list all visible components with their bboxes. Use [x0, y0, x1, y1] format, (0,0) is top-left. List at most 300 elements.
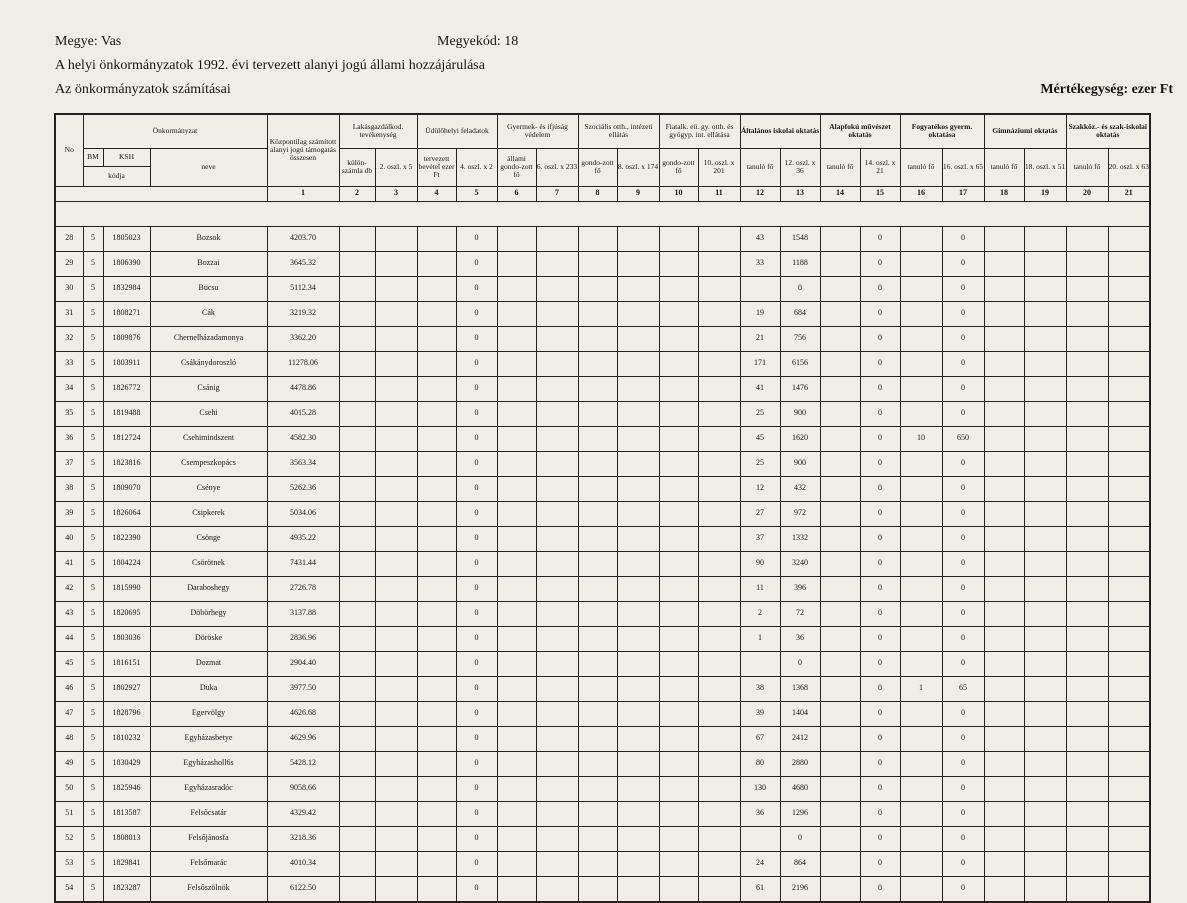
cell-c16	[900, 301, 942, 326]
cell-c15: 0	[860, 276, 900, 301]
cell-c5: 0	[456, 526, 497, 551]
cell-c18	[984, 376, 1024, 401]
cell-c7	[536, 226, 578, 251]
cell-c9	[617, 226, 659, 251]
col-gyermek-a-header: állami gondo-zott fő	[497, 148, 536, 186]
table-row	[55, 876, 1150, 902]
cell-c21	[1108, 826, 1150, 851]
cell-c14	[820, 276, 860, 301]
cell-c20	[1066, 601, 1108, 626]
cell-ksh: 1810232	[103, 726, 150, 751]
cell-c13: 2196	[780, 876, 820, 902]
cell-c16	[900, 751, 942, 776]
cell-ksh: 1819488	[103, 401, 150, 426]
cell-c11	[698, 426, 740, 451]
cell-c13: 972	[780, 501, 820, 526]
cell-c16	[900, 451, 942, 476]
cell-c8	[578, 726, 617, 751]
cell-c21	[1108, 801, 1150, 826]
cell-c5: 0	[456, 851, 497, 876]
cell-c11	[698, 351, 740, 376]
cell-c14	[820, 651, 860, 676]
colnum: 5	[456, 186, 497, 201]
cell-c6	[497, 301, 536, 326]
table-row	[55, 476, 1150, 501]
cell-c18	[984, 801, 1024, 826]
cell-c10	[659, 751, 698, 776]
cell-c4	[417, 276, 456, 301]
cell-bm: 5	[83, 576, 103, 601]
cell-total: 7431.44	[267, 551, 339, 576]
cell-c18	[984, 501, 1024, 526]
cell-c12	[740, 826, 780, 851]
cell-c6	[497, 501, 536, 526]
table-row	[55, 651, 1150, 676]
cell-c10	[659, 226, 698, 251]
cell-c19	[1024, 726, 1066, 751]
cell-c16	[900, 576, 942, 601]
cell-c4	[417, 651, 456, 676]
cell-c10	[659, 851, 698, 876]
cell-c5: 0	[456, 626, 497, 651]
cell-no: 37	[55, 451, 83, 476]
cell-c20	[1066, 651, 1108, 676]
cell-name: Csehimindszent	[150, 426, 267, 451]
cell-c10	[659, 551, 698, 576]
cell-c14	[820, 401, 860, 426]
cell-total: 5262.36	[267, 476, 339, 501]
cell-c10	[659, 676, 698, 701]
col-onkormanyzat-header: Önkormányzat	[83, 114, 267, 148]
cell-c20	[1066, 851, 1108, 876]
colnum: 20	[1066, 186, 1108, 201]
cell-c10	[659, 451, 698, 476]
cell-c7	[536, 701, 578, 726]
cell-c14	[820, 576, 860, 601]
cell-c3	[375, 226, 417, 251]
cell-ksh: 1806390	[103, 251, 150, 276]
cell-c17: 0	[942, 526, 984, 551]
cell-c2	[339, 276, 375, 301]
cell-c5: 0	[456, 251, 497, 276]
cell-c16: 1	[900, 676, 942, 701]
cell-c11	[698, 376, 740, 401]
cell-ksh: 1823816	[103, 451, 150, 476]
cell-c18	[984, 626, 1024, 651]
cell-c10	[659, 276, 698, 301]
cell-name: Csempeszkopács	[150, 451, 267, 476]
cell-c8	[578, 301, 617, 326]
cell-c13: 6156	[780, 351, 820, 376]
col-fiatalk-header: Fiatalk. eü. gy. otth. és gyógyp. int. ellátása	[659, 114, 740, 148]
cell-c9	[617, 726, 659, 751]
cell-c8	[578, 676, 617, 701]
cell-total: 4015.28	[267, 401, 339, 426]
cell-no: 38	[55, 476, 83, 501]
cell-total: 4478.86	[267, 376, 339, 401]
cell-c20	[1066, 751, 1108, 776]
col-ksh-header: KSH	[103, 148, 150, 166]
cell-c12: 80	[740, 751, 780, 776]
cell-c2	[339, 576, 375, 601]
cell-bm: 5	[83, 776, 103, 801]
cell-c21	[1108, 501, 1150, 526]
cell-c16	[900, 376, 942, 401]
cell-c19	[1024, 276, 1066, 301]
cell-c16	[900, 251, 942, 276]
cell-name: Egervölgy	[150, 701, 267, 726]
cell-c14	[820, 326, 860, 351]
cell-c3	[375, 501, 417, 526]
cell-c11	[698, 751, 740, 776]
cell-c2	[339, 426, 375, 451]
cell-c5: 0	[456, 351, 497, 376]
cell-c14	[820, 376, 860, 401]
column-number-row	[55, 186, 1150, 201]
cell-c16	[900, 226, 942, 251]
cell-c10	[659, 351, 698, 376]
cell-name: Felsőszölnök	[150, 876, 267, 902]
table-body	[55, 201, 1150, 902]
cell-c7	[536, 826, 578, 851]
cell-c15: 0	[860, 326, 900, 351]
cell-c20	[1066, 476, 1108, 501]
cell-c2	[339, 876, 375, 902]
cell-c11	[698, 676, 740, 701]
col-altalanos-header: Általános iskolai oktatás	[740, 114, 820, 148]
cell-c18	[984, 676, 1024, 701]
cell-ksh: 1805023	[103, 226, 150, 251]
cell-c18	[984, 751, 1024, 776]
table-row	[55, 526, 1150, 551]
cell-c3	[375, 401, 417, 426]
cell-c19	[1024, 551, 1066, 576]
cell-c15: 0	[860, 351, 900, 376]
cell-c6	[497, 651, 536, 676]
cell-c13: 1188	[780, 251, 820, 276]
colnum: 10	[659, 186, 698, 201]
cell-c7	[536, 651, 578, 676]
cell-c20	[1066, 576, 1108, 601]
cell-c14	[820, 601, 860, 626]
cell-c3	[375, 776, 417, 801]
cell-c8	[578, 476, 617, 501]
cell-c11	[698, 876, 740, 902]
cell-c17: 0	[942, 226, 984, 251]
cell-c20	[1066, 351, 1108, 376]
cell-c3	[375, 451, 417, 476]
cell-c4	[417, 826, 456, 851]
col-szocialis-header: Szociális otth., intézeti ellátás	[578, 114, 659, 148]
cell-c2	[339, 226, 375, 251]
cell-no: 42	[55, 576, 83, 601]
col-altalanos-b-header: 12. oszl. x 36	[780, 148, 820, 186]
cell-c2	[339, 826, 375, 851]
cell-bm: 5	[83, 426, 103, 451]
cell-ksh: 1826772	[103, 376, 150, 401]
cell-ksh: 1812724	[103, 426, 150, 451]
cell-c14	[820, 776, 860, 801]
colnum: 8	[578, 186, 617, 201]
cell-c9	[617, 376, 659, 401]
colnum: 7	[536, 186, 578, 201]
cell-c7	[536, 751, 578, 776]
cell-c9	[617, 501, 659, 526]
col-fogyatekos-b-header: 16. oszl. x 65	[942, 148, 984, 186]
cell-c3	[375, 801, 417, 826]
cell-c6	[497, 376, 536, 401]
cell-c8	[578, 501, 617, 526]
cell-c17: 0	[942, 726, 984, 751]
cell-c15: 0	[860, 651, 900, 676]
cell-c16	[900, 801, 942, 826]
cell-c14	[820, 451, 860, 476]
cell-total: 2726.78	[267, 576, 339, 601]
cell-ksh: 1825946	[103, 776, 150, 801]
cell-c20	[1066, 376, 1108, 401]
cell-c6	[497, 576, 536, 601]
cell-c7	[536, 426, 578, 451]
cell-name: Felsőmarác	[150, 851, 267, 876]
cell-c20	[1066, 626, 1108, 651]
table-row	[55, 351, 1150, 376]
cell-ksh: 1808271	[103, 301, 150, 326]
cell-c11	[698, 326, 740, 351]
cell-c10	[659, 301, 698, 326]
cell-c13: 900	[780, 451, 820, 476]
cell-c2	[339, 726, 375, 751]
cell-c18	[984, 726, 1024, 751]
cell-c6	[497, 451, 536, 476]
cell-c16	[900, 351, 942, 376]
cell-c3	[375, 551, 417, 576]
cell-bm: 5	[83, 351, 103, 376]
cell-c7	[536, 626, 578, 651]
cell-c21	[1108, 251, 1150, 276]
cell-c14	[820, 851, 860, 876]
cell-total: 3645.32	[267, 251, 339, 276]
cell-c9	[617, 801, 659, 826]
colnum: 9	[617, 186, 659, 201]
cell-c7	[536, 851, 578, 876]
cell-c16	[900, 476, 942, 501]
cell-c19	[1024, 501, 1066, 526]
cell-c2	[339, 501, 375, 526]
cell-c13: 1476	[780, 376, 820, 401]
cell-c2	[339, 251, 375, 276]
cell-c21	[1108, 726, 1150, 751]
cell-name: Csákánydoroszló	[150, 351, 267, 376]
cell-c16	[900, 501, 942, 526]
cell-c10	[659, 501, 698, 526]
cell-c20	[1066, 526, 1108, 551]
cell-c2	[339, 751, 375, 776]
cell-c19	[1024, 626, 1066, 651]
cell-c12: 25	[740, 451, 780, 476]
cell-c7	[536, 876, 578, 902]
cell-c13: 756	[780, 326, 820, 351]
cell-c8	[578, 626, 617, 651]
cell-c4	[417, 701, 456, 726]
cell-no: 31	[55, 301, 83, 326]
cell-c15: 0	[860, 626, 900, 651]
cell-c13: 72	[780, 601, 820, 626]
cell-no: 43	[55, 601, 83, 626]
cell-c9	[617, 876, 659, 902]
cell-c16	[900, 776, 942, 801]
cell-c11	[698, 501, 740, 526]
cell-c3	[375, 851, 417, 876]
cell-name: Daraboshegy	[150, 576, 267, 601]
cell-c20	[1066, 251, 1108, 276]
cell-c6	[497, 251, 536, 276]
cell-c3	[375, 251, 417, 276]
cell-c6	[497, 726, 536, 751]
cell-c18	[984, 826, 1024, 851]
cell-c7	[536, 801, 578, 826]
cell-c19	[1024, 376, 1066, 401]
cell-c15: 0	[860, 826, 900, 851]
cell-c10	[659, 701, 698, 726]
cell-total: 3219.32	[267, 301, 339, 326]
cell-c2	[339, 451, 375, 476]
cell-ksh: 1803911	[103, 351, 150, 376]
cell-c7	[536, 351, 578, 376]
cell-c3	[375, 676, 417, 701]
cell-bm: 5	[83, 501, 103, 526]
cell-c5: 0	[456, 701, 497, 726]
cell-c7	[536, 526, 578, 551]
cell-c4	[417, 776, 456, 801]
cell-c9	[617, 651, 659, 676]
col-gimnaziumi-b-header: 18. oszl. x 51	[1024, 148, 1066, 186]
cell-c12: 21	[740, 326, 780, 351]
cell-c8	[578, 851, 617, 876]
cell-c13: 1548	[780, 226, 820, 251]
cell-c10	[659, 526, 698, 551]
cell-c4	[417, 476, 456, 501]
cell-c20	[1066, 701, 1108, 726]
cell-c13: 1368	[780, 676, 820, 701]
cell-c7	[536, 501, 578, 526]
cell-c8	[578, 601, 617, 626]
cell-c18	[984, 851, 1024, 876]
cell-c21	[1108, 426, 1150, 451]
cell-c17: 0	[942, 876, 984, 902]
table-row	[55, 826, 1150, 851]
cell-ksh: 1828796	[103, 701, 150, 726]
cell-c19	[1024, 826, 1066, 851]
cell-c20	[1066, 776, 1108, 801]
cell-name: Csönge	[150, 526, 267, 551]
cell-c3	[375, 651, 417, 676]
col-kozpontilag-header: Központilag számított alanyi jogú támogatás összesen	[267, 114, 339, 186]
cell-c7	[536, 401, 578, 426]
cell-c17: 0	[942, 376, 984, 401]
col-alapfoku-b-header: 14. oszl. x 21	[860, 148, 900, 186]
cell-c9	[617, 601, 659, 626]
cell-c5: 0	[456, 276, 497, 301]
cell-c14	[820, 551, 860, 576]
colnum: 16	[900, 186, 942, 201]
table-row	[55, 276, 1150, 301]
cell-c15: 0	[860, 726, 900, 751]
cell-c9	[617, 676, 659, 701]
cell-name: Csénye	[150, 476, 267, 501]
cell-c14	[820, 501, 860, 526]
cell-c11	[698, 801, 740, 826]
cell-c12: 19	[740, 301, 780, 326]
cell-total: 3362.20	[267, 326, 339, 351]
cell-c20	[1066, 326, 1108, 351]
col-szocialis-b-header: 8. oszl. x 174	[617, 148, 659, 186]
cell-c20	[1066, 301, 1108, 326]
cell-c14	[820, 526, 860, 551]
cell-bm: 5	[83, 751, 103, 776]
cell-c15: 0	[860, 776, 900, 801]
cell-c21	[1108, 351, 1150, 376]
table-row	[55, 401, 1150, 426]
cell-c19	[1024, 576, 1066, 601]
cell-c15: 0	[860, 451, 900, 476]
cell-c13: 1332	[780, 526, 820, 551]
cell-c9	[617, 751, 659, 776]
cell-c19	[1024, 751, 1066, 776]
cell-c17: 0	[942, 251, 984, 276]
cell-c11	[698, 576, 740, 601]
cell-c2	[339, 551, 375, 576]
cell-c14	[820, 826, 860, 851]
cell-c11	[698, 526, 740, 551]
table-row	[55, 576, 1150, 601]
cell-c11	[698, 226, 740, 251]
cell-total: 4935.22	[267, 526, 339, 551]
cell-no: 35	[55, 401, 83, 426]
cell-c10	[659, 576, 698, 601]
cell-c12: 67	[740, 726, 780, 751]
cell-c4	[417, 401, 456, 426]
cell-bm: 5	[83, 551, 103, 576]
col-kodja-header: kódja	[83, 166, 150, 186]
cell-c19	[1024, 476, 1066, 501]
cell-c3	[375, 301, 417, 326]
cell-c10	[659, 626, 698, 651]
cell-c2	[339, 776, 375, 801]
cell-c15: 0	[860, 401, 900, 426]
cell-name: Csörötnek	[150, 551, 267, 576]
cell-c21	[1108, 276, 1150, 301]
cell-c21	[1108, 376, 1150, 401]
cell-c15: 0	[860, 226, 900, 251]
cell-c7	[536, 676, 578, 701]
cell-c4	[417, 426, 456, 451]
cell-c9	[617, 851, 659, 876]
cell-total: 3218.36	[267, 826, 339, 851]
cell-total: 4010.34	[267, 851, 339, 876]
cell-c18	[984, 476, 1024, 501]
cell-c17: 0	[942, 701, 984, 726]
cell-c21	[1108, 301, 1150, 326]
cell-c6	[497, 551, 536, 576]
cell-c7	[536, 726, 578, 751]
col-altalanos-a-header: tanuló fő	[740, 148, 780, 186]
allocation-table	[54, 113, 1151, 903]
cell-c9	[617, 576, 659, 601]
table-row	[55, 251, 1150, 276]
cell-c19	[1024, 676, 1066, 701]
cell-c10	[659, 801, 698, 826]
cell-c17: 0	[942, 276, 984, 301]
